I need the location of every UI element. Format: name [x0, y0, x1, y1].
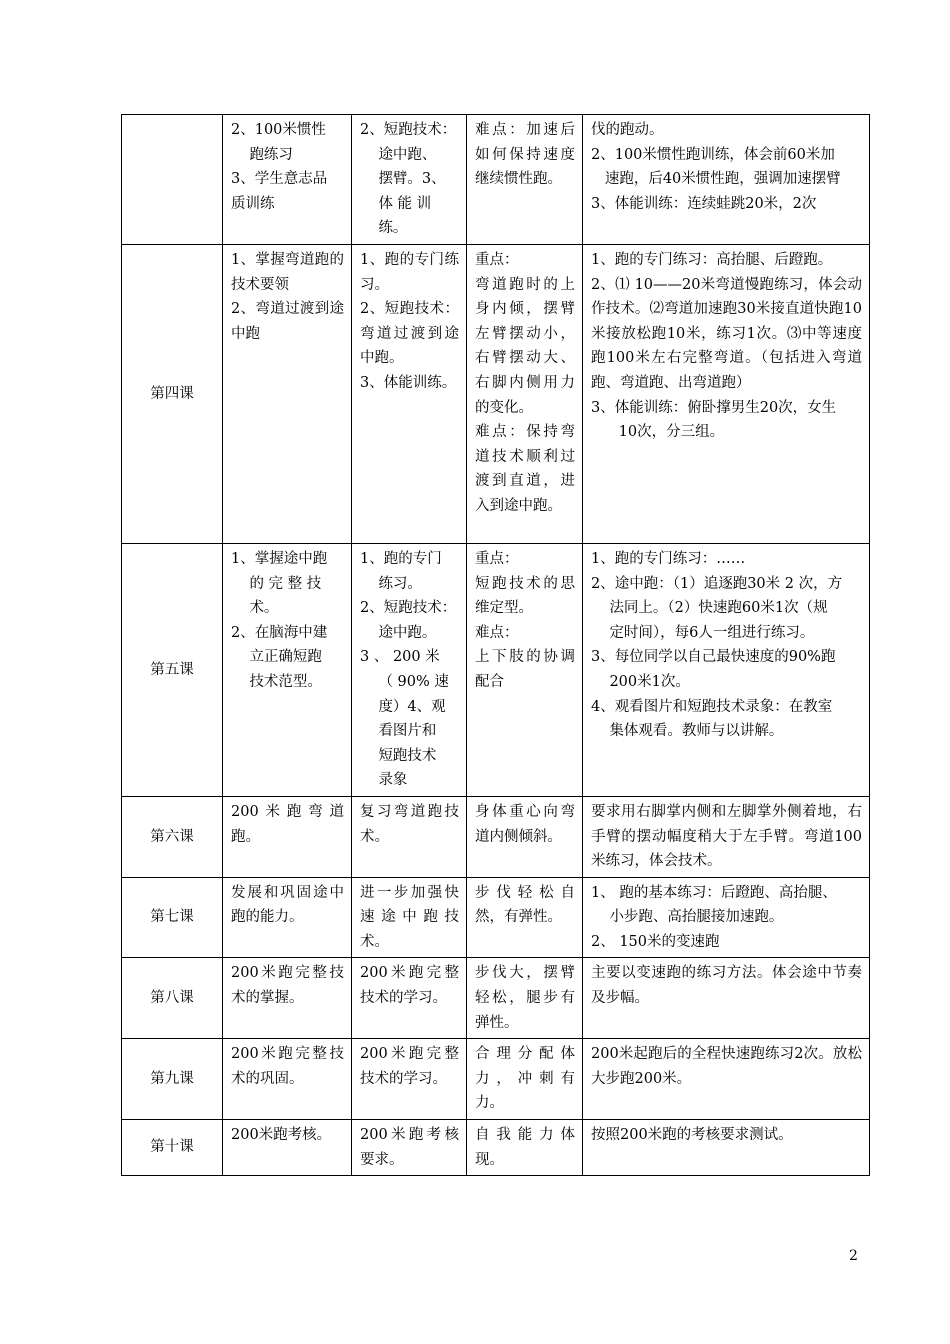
content-cell: 1、跑的专门 练习。 2、短跑技术： 途中跑。 3 、 200 米 （ 90% 速 度）4、观 看图片和 短跑技术 录象 [352, 543, 467, 796]
lesson-plan-table [121, 114, 870, 1176]
objective-cell: 200米跑考核。 [223, 1120, 352, 1176]
key-points-cell: 难点：加速后如何保持速度继续惯性跑。 [467, 115, 583, 245]
lesson-cell: 第九课 [122, 1039, 223, 1120]
method-cell: 按照200米跑的考核要求测试。 [583, 1120, 870, 1176]
key-points-cell: 自我能力体现。 [467, 1120, 583, 1176]
objective-cell: 200米跑完整技术的掌握。 [223, 958, 352, 1039]
lesson-cell: 第八课 [122, 958, 223, 1039]
key-points-cell: 步伐轻松自然，有弹性。 [467, 877, 583, 958]
key-points-cell: 重点： 弯道跑时的上身内倾，摆臂左臂摆动小，右臂摆动大、右脚内侧用力的变化。 难点：保持弯道技术顺利过渡到直道，进入到途中跑。 [467, 244, 583, 543]
method-cell: 要求用右脚掌内侧和左脚掌外侧着地，右手臂的摆动幅度稍大于左手臂。弯道100米练习，体会技术。 [583, 796, 870, 877]
method-cell: 200米起跑后的全程快速跑练习2次。放松大步跑200米。 [583, 1039, 870, 1120]
method-cell: 1、跑的专门练习：高抬腿、后蹬跑。 2、⑴ 10——20米弯道慢跑练习，体会动作技术。⑵弯道加速跑30米接直道快跑10米接放松跑10米，练习1次。⑶中等速度跑100米左右完整弯道。（包括进入弯道跑、弯道跑、出弯道跑） 3、体能训练：俯卧撑男生20次，女生 10次，分三组。 [583, 244, 870, 543]
table-row [122, 1039, 870, 1120]
table-row [122, 958, 870, 1039]
lesson-cell: 第七课 [122, 877, 223, 958]
content-cell: 200米跑完整技术的学习。 [352, 958, 467, 1039]
objective-cell: 1、掌握途中跑 的 完 整 技 术。 2、在脑海中建 立正确短跑 技术范型。 [223, 543, 352, 796]
objective-cell: 2、100米惯性 跑练习 3、学生意志品 质训练 [223, 115, 352, 245]
table-row [122, 244, 870, 543]
content-cell: 200米跑考核要求。 [352, 1120, 467, 1176]
content-cell: 200米跑完整技术的学习。 [352, 1039, 467, 1120]
content-cell: 2、短跑技术： 途中跑、 摆臂。3、 体 能 训 练。 [352, 115, 467, 245]
key-points-cell: 重点： 短跑技术的思维定型。 难点： 上下肢的协调配合 [467, 543, 583, 796]
table-row [122, 115, 870, 245]
lesson-cell: 第四课 [122, 244, 223, 543]
table-row [122, 877, 870, 958]
table-row [122, 1120, 870, 1176]
objective-cell: 发展和巩固途中跑的能力。 [223, 877, 352, 958]
table-row [122, 796, 870, 877]
content-cell: 1、跑的专门练习。 2、短跑技术：弯道过渡到途中跑。 3、体能训练。 [352, 244, 467, 543]
key-points-cell: 身体重心向弯道内侧倾斜。 [467, 796, 583, 877]
method-cell: 主要以变速跑的练习方法。体会途中节奏及步幅。 [583, 958, 870, 1039]
objective-cell: 1、掌握弯道跑的技术要领 2、弯道过渡到途中跑 [223, 244, 352, 543]
table-row [122, 543, 870, 796]
objective-cell: 200米跑弯道跑。 [223, 796, 352, 877]
lesson-cell [122, 115, 223, 245]
objective-cell: 200米跑完整技术的巩固。 [223, 1039, 352, 1120]
method-cell: 伐的跑动。 2、100米惯性跑训练，体会前60米加 速跑，后40米惯性跑，强调加速摆臂 3、体能训练：连续蛙跳20米，2次 [583, 115, 870, 245]
method-cell: 1、跑的专门练习：…… 2、途中跑：（1）追逐跑30米 2 次，方 法同上。（2）快速跑60米1次（规 定时间），每6人一组进行练习。 3、每位同学以自己最快速度的90%跑 200米1次。 4、观看图片和短跑技术录象：在教室 集体观看。教师与以讲解。 [583, 543, 870, 796]
lesson-cell: 第十课 [122, 1120, 223, 1176]
page-number: 2 [849, 1248, 858, 1264]
lesson-cell: 第六课 [122, 796, 223, 877]
content-cell: 复习弯道跑技术。 [352, 796, 467, 877]
key-points-cell: 合理分配体力，冲刺有力。 [467, 1039, 583, 1120]
content-cell: 进一步加强快速途中跑技术。 [352, 877, 467, 958]
method-cell: 1、 跑的基本练习：后蹬跑、高抬腿、 小步跑、高抬腿接加速跑。 2、 150米的变速跑 [583, 877, 870, 958]
lesson-cell: 第五课 [122, 543, 223, 796]
key-points-cell: 步伐大，摆臂轻松，腿步有弹性。 [467, 958, 583, 1039]
